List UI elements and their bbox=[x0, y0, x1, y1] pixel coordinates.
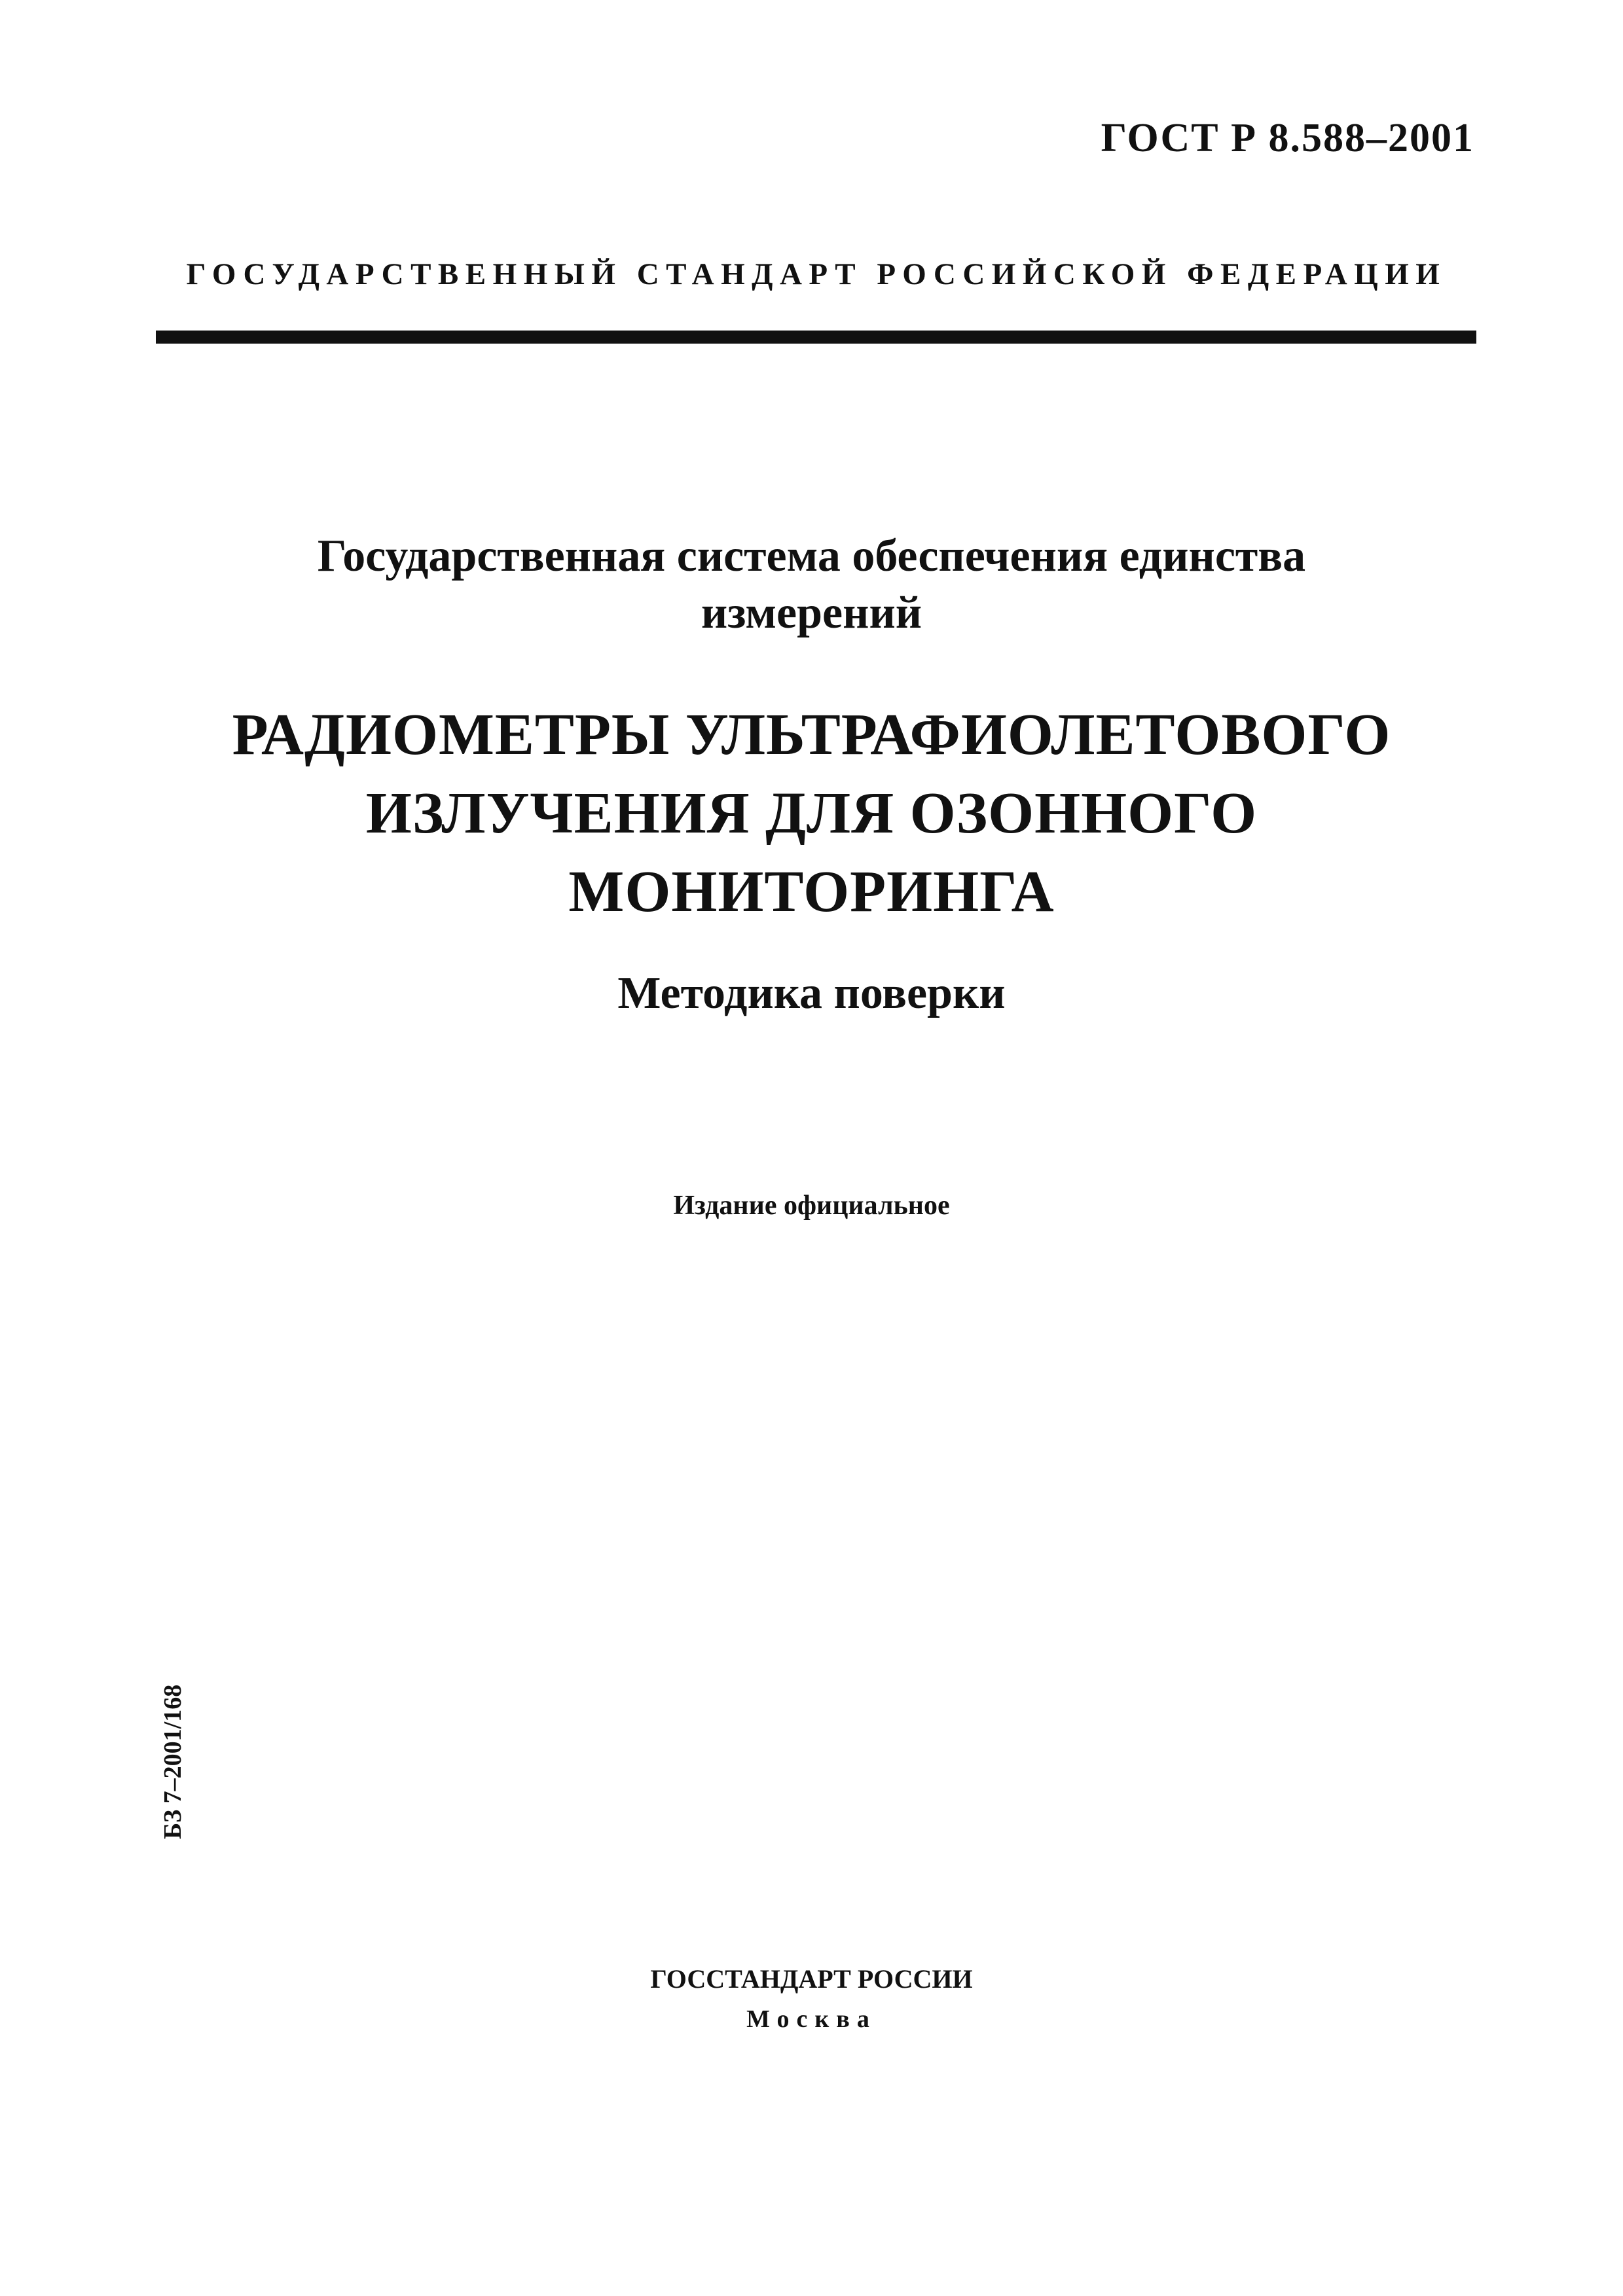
standard-header: ГОСУДАРСТВЕННЫЙ СТАНДАРТ РОССИЙСКОЙ ФЕДЕРАЦИИ bbox=[186, 257, 1447, 291]
publisher-city: Москва bbox=[746, 2005, 877, 2033]
standard-number: ГОСТ Р 8.588–2001 bbox=[1101, 116, 1474, 160]
main-title bbox=[0, 696, 1623, 931]
main-title-line-2: ИЗЛУЧЕНИЯ ДЛЯ ОЗОННОГО bbox=[365, 781, 1258, 846]
system-title-line-1: Государственная система обеспечения единства bbox=[317, 531, 1306, 581]
main-title-line-3: МОНИТОРИНГА bbox=[568, 859, 1055, 924]
system-title-line-2: измерений bbox=[701, 588, 922, 638]
subtitle: Методика поверки bbox=[617, 968, 1006, 1018]
header-rule-divider bbox=[156, 331, 1476, 344]
side-code: БЗ 7–2001/168 bbox=[159, 1684, 187, 1839]
main-title-line-1: РАДИОМЕТРЫ УЛЬТРАФИОЛЕТОВОГО bbox=[232, 702, 1391, 767]
edition-label: Издание официальное bbox=[673, 1191, 950, 1221]
publisher: ГОССТАНДАРТ РОССИИ bbox=[650, 1964, 973, 1994]
system-title bbox=[0, 528, 1623, 641]
